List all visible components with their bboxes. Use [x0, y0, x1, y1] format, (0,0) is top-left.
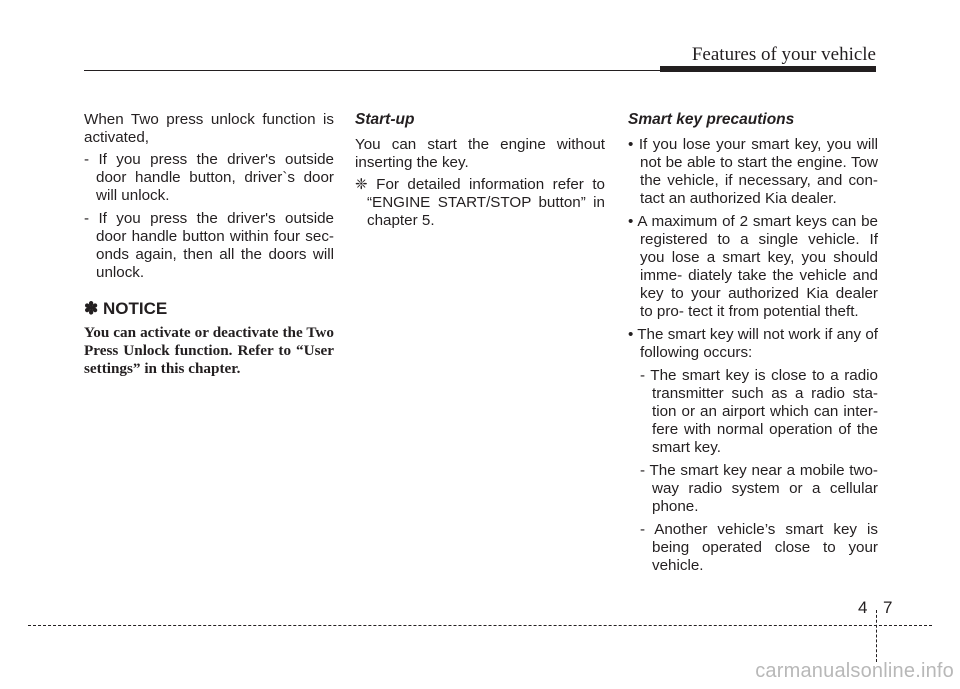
footer-rule: [28, 625, 932, 626]
sub-list-item: - Another vehicle’s smart key is being operated close to your vehicle.: [640, 521, 878, 574]
sub-list-item: - The smart key near a mobile two- way radio system or a cellular phone.: [640, 462, 878, 515]
column-start-up: [355, 111, 605, 231]
bullet-item: • A maximum of 2 smart keys can be registered to a single vehicle. If you lose a smart key, you should imme- diately take the vehicle and key to your authorized Kia dealer to pro- tect it from potential theft.: [628, 213, 878, 320]
notice-title: ✽ NOTICE: [84, 299, 168, 318]
reference-note: ❈ For detailed information refer to “ENGINE START/STOP button” in chapter 5.: [355, 176, 605, 229]
chapter-number: 4: [858, 598, 868, 617]
watermark: carmanualsonline.info: [755, 660, 954, 682]
page-number: 7: [883, 598, 893, 617]
section-title-start-up: Start-up: [355, 111, 415, 128]
notice-body: You can activate or deactivate the Two Press Unlock function. Refer to “User settings” in this chapter.: [84, 324, 334, 377]
list-item: - If you press the driver's outside door handle button within four sec- onds again, then all the doors will unlock.: [84, 210, 334, 281]
section-title-smart-key: Smart key precautions: [628, 111, 795, 128]
sub-list-item: - The smart key is close to a radio transmitter such as a radio sta- tion or an airport which can inter- fere with normal operation of the smart key.: [640, 367, 878, 456]
intro-text: When Two press unlock function is activated,: [84, 111, 334, 146]
page-header-title: Features of your vehicle: [691, 44, 876, 65]
bullet-item: • If you lose your smart key, you will not be able to start the engine. Tow the vehicle, if necessary, and con- tact an authorized Kia dealer.: [628, 136, 878, 207]
start-up-body: You can start the engine without inserting the key.: [355, 136, 605, 171]
bullet-item: • The smart key will not work if any of following occurs:: [628, 326, 878, 361]
column-smart-key-precautions: [628, 111, 878, 576]
column-two-press-unlock: [84, 111, 334, 378]
list-item: - If you press the driver's outside door handle button, driver`s door will unlock.: [84, 151, 334, 204]
page-number-divider: [876, 610, 877, 662]
header-rule-accent: [660, 66, 876, 72]
